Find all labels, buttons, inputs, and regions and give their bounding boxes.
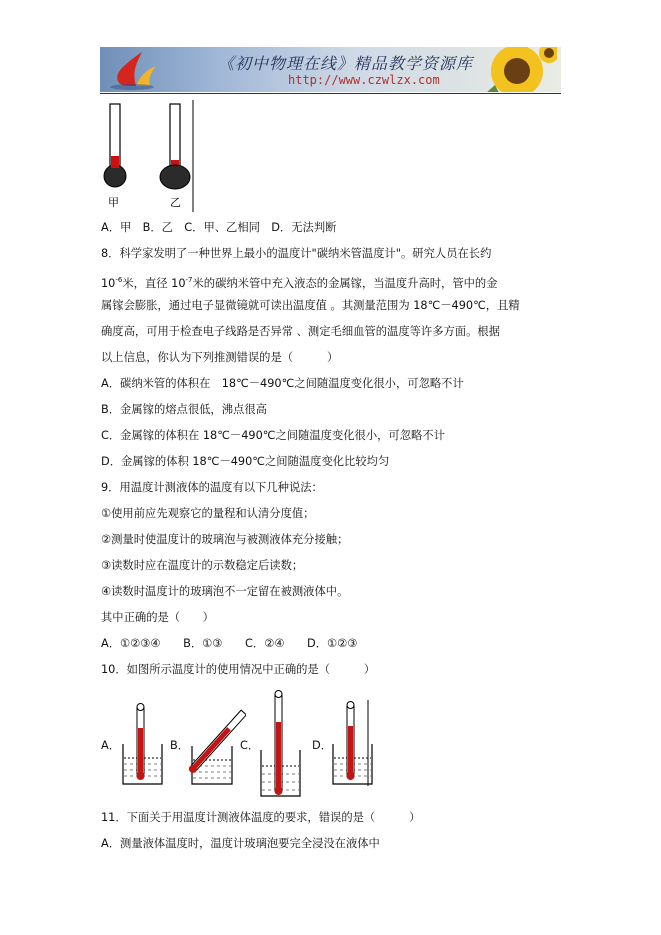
q8-stem-line3: 属镓会膨胀，通过电子显微镜就可读出温度值 。其测量范围为 18℃－490℃，且精	[101, 299, 520, 312]
q10-figure-c	[258, 690, 304, 798]
thermometer-a-label: 甲	[108, 196, 119, 209]
q8-option-c: C．金属镓的体积在 18℃－490℃之间随温度变化很小，可忽略不计	[101, 429, 445, 442]
q8-stem-line1: 8．科学家发明了一种世界上最小的温度计"碳纳米管温度计"。研究人员在长约	[101, 247, 492, 260]
q8-option-a: A．碳纳米管的体积在 18℃－490℃之间随温度变化很小，可忽略不计	[101, 377, 464, 390]
thermometer-b-label: 乙	[170, 196, 181, 209]
header-url[interactable]: http://www.czwlzx.com	[288, 73, 440, 87]
thermometer-comparison-figure	[100, 100, 196, 214]
q10-figure-d	[330, 700, 378, 788]
q8-line2-part-c: 米的碳纳米管中充入液态的金属镓，当温度升高时，管中的金	[192, 276, 498, 290]
q8-exponent-1: -6	[115, 276, 123, 284]
q9-options: A．①②③④ B．①③ C．②④ D．①②③	[101, 637, 358, 650]
q8-stem-line2	[101, 272, 498, 292]
q8-option-d: D．金属镓的体积 18℃－490℃之间随温度变化比较均匀	[101, 455, 390, 468]
q10-option-a-label: A．	[101, 739, 121, 752]
q8-line2-part-a: 10	[101, 276, 116, 290]
q8-exponent-2: -7	[185, 276, 193, 284]
thermometer-a	[104, 104, 126, 187]
q9-statement-1: ①使用前应先观察它的量程和认清分度值；	[101, 507, 315, 520]
q11-stem: 11．下面关于用温度计测液体温度的要求，错误的是（ ）	[101, 811, 421, 824]
q10-option-d-label: D．	[312, 739, 332, 752]
header-title: 《初中物理在线》精品教学资源库	[218, 54, 474, 73]
q9-statement-3: ③读数时应在温度计的示数稳定后读数；	[101, 559, 304, 572]
q9-stem: 9．用温度计测液体的温度有以下几种说法：	[101, 481, 323, 494]
q10-stem: 10．如图所示温度计的使用情况中正确的是（ ）	[101, 663, 376, 676]
q9-question: 其中正确的是（ ）	[101, 611, 214, 624]
q10-option-c-label: C．	[240, 739, 260, 752]
q8-stem-line4: 确度高，可用于检查电子线路是否异常 、测定毛细血管的温度等许多方面。根据	[101, 325, 500, 338]
header-divider	[100, 93, 561, 94]
sunflower-icon	[467, 47, 557, 92]
q8-line2-part-b: 米，直径 10	[122, 276, 186, 290]
thermometer-b	[160, 104, 190, 189]
q8-stem-line5: 以上信息，你认为下列推测错误的是（ ）	[101, 351, 339, 364]
q8-option-b: B．金属镓的熔点很低，沸点很高	[101, 403, 267, 416]
q7-options: A．甲 B．乙 C．甲、乙相同 D．无法判断	[101, 221, 337, 234]
q10-option-b-label: B．	[170, 739, 190, 752]
q11-option-a: A．测量液体温度时，温度计玻璃泡要完全浸没在液体中	[101, 837, 380, 850]
q10-figure-a	[120, 702, 168, 788]
q9-statement-2: ②测量时使温度计的玻璃泡与被测液体充分接触；	[101, 533, 349, 546]
q9-statement-4: ④读数时温度计的玻璃泡不一定留在被测液体中。	[101, 585, 349, 598]
q10-figure-b	[186, 700, 246, 788]
site-logo	[106, 50, 164, 90]
header-banner	[100, 47, 561, 92]
